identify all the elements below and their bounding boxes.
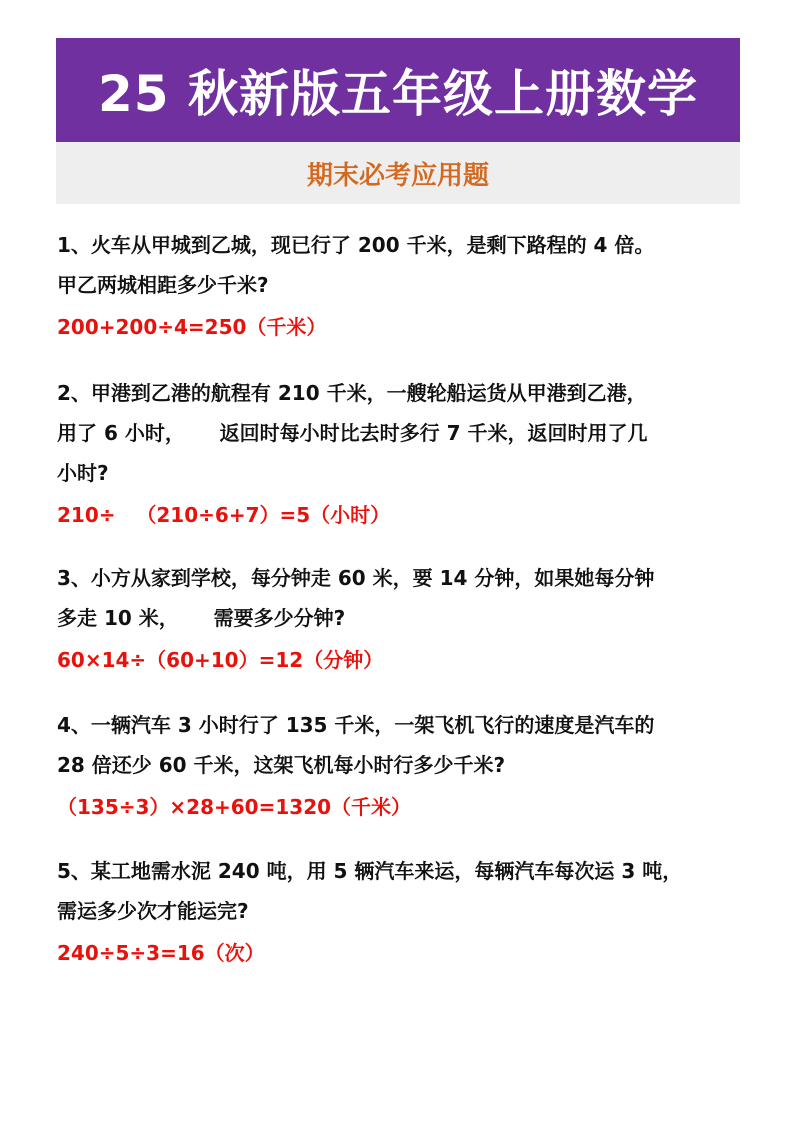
problem-5: [57, 851, 757, 973]
problem-3-answer: 60×14÷（60+10）=12（分钟）: [57, 648, 384, 672]
problem-2: [57, 373, 757, 535]
page-subtitle: 期末必考应用题: [306, 160, 489, 191]
problem-5-line-1: 5、某工地需水泥 240 吨，用 5 辆汽车来运，每辆汽车每次运 3 吨，: [57, 859, 683, 883]
problem-1-line-1: 1、火车从甲城到乙城，现已行了 200 千米，是剩下路程的 4 倍。: [57, 233, 655, 257]
problem-3: [57, 558, 757, 680]
problem-4-answer: （135÷3）×28+60=1320（千米）: [57, 795, 412, 819]
problem-1: [57, 225, 757, 347]
problem-1-answer: 200+200÷4=250（千米）: [57, 315, 327, 339]
problem-5-answer: 240÷5÷3=16（次）: [57, 941, 265, 965]
problem-2-answer: 210÷ （210÷6+7）=5（小时）: [57, 503, 391, 527]
problem-2-line-3: 小时?: [57, 461, 109, 485]
problem-3-line-1: 3、小方从家到学校，每分钟走 60 米，要 14 分钟，如果她每分钟: [57, 566, 655, 590]
problem-4-line-2: 28 倍还少 60 千米，这架飞机每小时行多少千米?: [57, 753, 506, 777]
problem-1-line-2: 甲乙两城相距多少千米?: [57, 273, 269, 297]
problem-4-line-1: 4、一辆汽车 3 小时行了 135 千米，一架飞机飞行的速度是汽车的: [57, 713, 655, 737]
subtitle-band: [56, 142, 740, 204]
problem-4: [57, 705, 757, 827]
problem-5-line-2: 需运多少次才能运完?: [57, 899, 249, 923]
problem-3-line-2: 多走 10 米， 需要多少分钟?: [57, 606, 346, 630]
title-banner: [56, 38, 740, 142]
problem-2-line-2: 用了 6 小时， 返回时每小时比去时多行 7 千米，返回时用了几: [57, 421, 648, 445]
problem-2-line-1: 2、甲港到乙港的航程有 210 千米，一艘轮船运货从甲港到乙港，: [57, 381, 647, 405]
page-title: 25 秋新版五年级上册数学: [98, 65, 698, 123]
